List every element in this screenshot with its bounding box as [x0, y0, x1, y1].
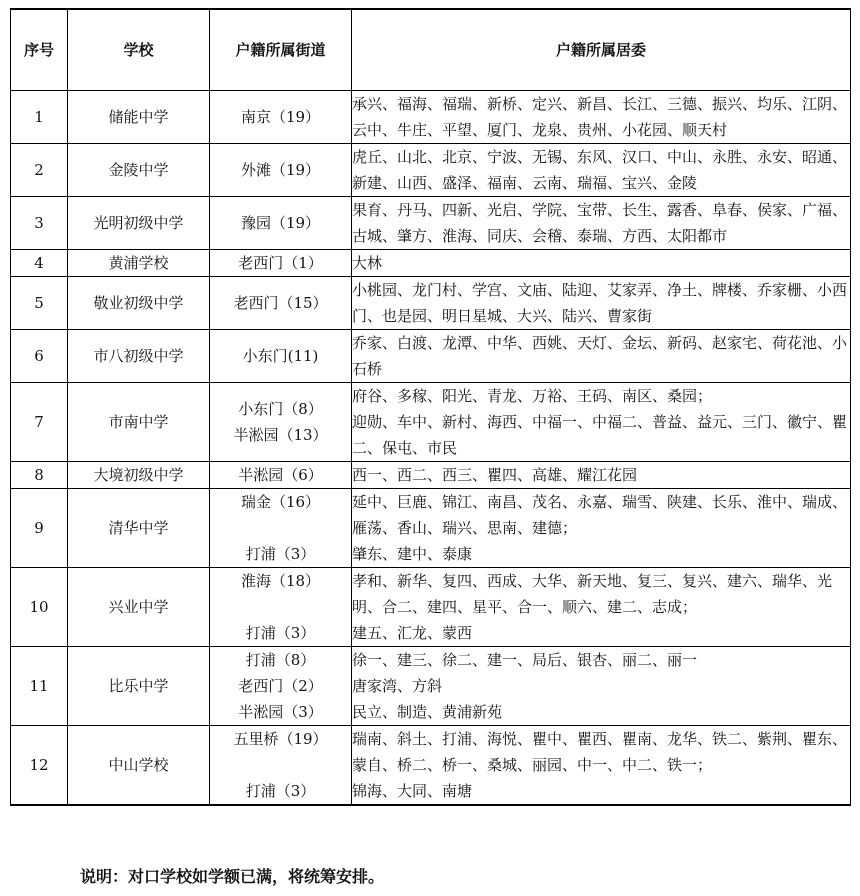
community-cell	[352, 462, 851, 489]
street-cell	[210, 568, 352, 647]
street-entry: 打浦（3）	[245, 624, 316, 642]
community-list: 府谷、多稼、阳光、青龙、万裕、王码、南区、桑园；	[352, 387, 713, 405]
community-list: 承兴、福海、福瑞、新桥、定兴、新昌、长江、三德、振兴、均乐、江阴、云中、牛庄、平望、厦门、龙泉、贵州、小花园、顺天村	[352, 95, 848, 139]
street-entry: 老西门（1）	[238, 254, 323, 272]
row-number: 6	[11, 330, 68, 383]
community-cell	[352, 489, 851, 568]
header-school: 学校	[68, 9, 210, 91]
community-cell	[352, 383, 851, 462]
street-cell	[210, 726, 352, 806]
street-entry: 豫园（19）	[240, 214, 321, 232]
street-cell	[210, 489, 352, 568]
community-list: 乔家、白渡、龙潭、中华、西姚、天灯、金坛、新码、赵家宅、荷花池、小石桥	[352, 334, 848, 378]
table-row	[11, 277, 851, 330]
street-entry: 打浦（8）	[245, 651, 316, 669]
community-cell	[352, 647, 851, 726]
row-number: 2	[11, 144, 68, 197]
row-number: 5	[11, 277, 68, 330]
street-entry: 半淞园（3）	[238, 703, 323, 721]
school-name: 清华中学	[68, 489, 210, 568]
community-cell	[352, 250, 851, 277]
table-row	[11, 250, 851, 277]
street-cell	[210, 91, 352, 144]
table-row	[11, 489, 851, 568]
community-list: 瑞南、斜土、打浦、海悦、瞿中、瞿西、瞿南、龙华、铁二、紫荆、瞿东、蒙自、桥二、桥一、桑城、丽园、中一、中二、铁一；	[352, 730, 848, 774]
table-row	[11, 647, 851, 726]
community-list: 肇东、建中、泰康	[352, 545, 473, 563]
community-cell	[352, 91, 851, 144]
street-entry: 小东门(11)	[242, 347, 319, 365]
table-row	[11, 144, 851, 197]
street-cell	[210, 197, 352, 250]
row-number: 9	[11, 489, 68, 568]
community-list: 迎勋、车中、新村、海西、中福一、中福二、普益、益元、三门、徽宁、瞿二、保屯、市民	[352, 413, 848, 457]
row-number: 3	[11, 197, 68, 250]
community-cell	[352, 330, 851, 383]
community-list: 小桃园、龙门村、学宫、文庙、陆迎、艾家弄、净土、牌楼、乔家栅、小西门、也是园、明日星城、大兴、陆兴、曹家街	[352, 281, 848, 325]
community-list: 锦海、大同、南塘	[352, 782, 473, 800]
community-list: 大林	[352, 254, 383, 272]
community-list: 孝和、新华、复四、西成、大华、新天地、复三、复兴、建六、瑞华、光明、合二、建四、星平、合一、顺六、建二、志成；	[352, 572, 833, 616]
community-list: 西一、西二、西三、瞿四、高雄、耀江花园	[352, 466, 638, 484]
street-entry: 老西门（2）	[238, 677, 323, 695]
row-number: 1	[11, 91, 68, 144]
street-entry	[210, 515, 351, 541]
school-name: 大境初级中学	[68, 462, 210, 489]
street-entry: 淮海（18）	[240, 572, 321, 590]
row-number: 12	[11, 726, 68, 806]
header-street: 户籍所属街道	[210, 9, 352, 91]
table-row	[11, 462, 851, 489]
street-cell	[210, 144, 352, 197]
school-name: 中山学校	[68, 726, 210, 806]
street-entry	[210, 752, 351, 778]
community-cell	[352, 197, 851, 250]
community-cell	[352, 144, 851, 197]
school-name: 敬业初级中学	[68, 277, 210, 330]
school-name: 市八初级中学	[68, 330, 210, 383]
school-name: 储能中学	[68, 91, 210, 144]
street-entry: 小东门（8）	[238, 400, 323, 418]
street-cell	[210, 383, 352, 462]
row-number: 10	[11, 568, 68, 647]
table-row	[11, 91, 851, 144]
community-list: 民立、制造、黄浦新苑	[352, 703, 503, 721]
community-cell	[352, 726, 851, 806]
community-list: 建五、汇龙、蒙西	[352, 624, 473, 642]
footnote: 说明：对口学校如学额已满，将统筹安排。	[80, 867, 385, 886]
street-entry: 打浦（3）	[245, 545, 316, 563]
school-name: 兴业中学	[68, 568, 210, 647]
community-list: 唐家湾、方斜	[352, 677, 443, 695]
table-row	[11, 726, 851, 806]
row-number: 11	[11, 647, 68, 726]
table-row	[11, 197, 851, 250]
community-list: 延中、巨鹿、锦江、南昌、茂名、永嘉、瑞雪、陕建、长乐、淮中、瑞成、雁荡、香山、瑞兴、思南、建德；	[352, 493, 848, 537]
table-header-row	[11, 9, 851, 91]
street-entry: 老西门（15）	[233, 294, 328, 312]
street-entry: 半淞园（13）	[233, 426, 328, 444]
street-entry: 半淞园（6）	[238, 466, 323, 484]
school-zone-table	[10, 8, 851, 806]
street-entry: 南京（19）	[240, 108, 321, 126]
table-row	[11, 330, 851, 383]
community-list: 虎丘、山北、北京、宁波、无锡、东风、汉口、中山、永胜、永安、昭通、新建、山西、盛泽、福南、云南、瑞福、宝兴、金陵	[352, 148, 848, 192]
street-entry: 打浦（3）	[245, 782, 316, 800]
street-entry: 瑞金（16）	[240, 493, 321, 511]
street-entry: 外滩（19）	[240, 161, 321, 179]
community-list: 果育、丹马、四新、光启、学院、宝带、长生、露香、阜春、侯家、广福、古城、肇方、淮海、同庆、会稽、泰瑞、方西、太阳都市	[352, 201, 848, 245]
school-name: 黄浦学校	[68, 250, 210, 277]
street-cell	[210, 277, 352, 330]
header-no: 序号	[11, 9, 68, 91]
school-name: 比乐中学	[68, 647, 210, 726]
row-number: 4	[11, 250, 68, 277]
community-cell	[352, 277, 851, 330]
school-name: 光明初级中学	[68, 197, 210, 250]
school-name: 金陵中学	[68, 144, 210, 197]
street-cell	[210, 462, 352, 489]
street-entry	[210, 594, 351, 620]
street-entry: 五里桥（19）	[233, 730, 328, 748]
street-cell	[210, 647, 352, 726]
row-number: 8	[11, 462, 68, 489]
school-name: 市南中学	[68, 383, 210, 462]
header-community: 户籍所属居委	[352, 9, 851, 91]
street-cell	[210, 250, 352, 277]
street-cell	[210, 330, 352, 383]
row-number: 7	[11, 383, 68, 462]
community-list: 徐一、建三、徐二、建一、局后、银杏、丽二、丽一	[352, 651, 698, 669]
table-row	[11, 568, 851, 647]
community-cell	[352, 568, 851, 647]
table-row	[11, 383, 851, 462]
table-body	[11, 91, 851, 806]
